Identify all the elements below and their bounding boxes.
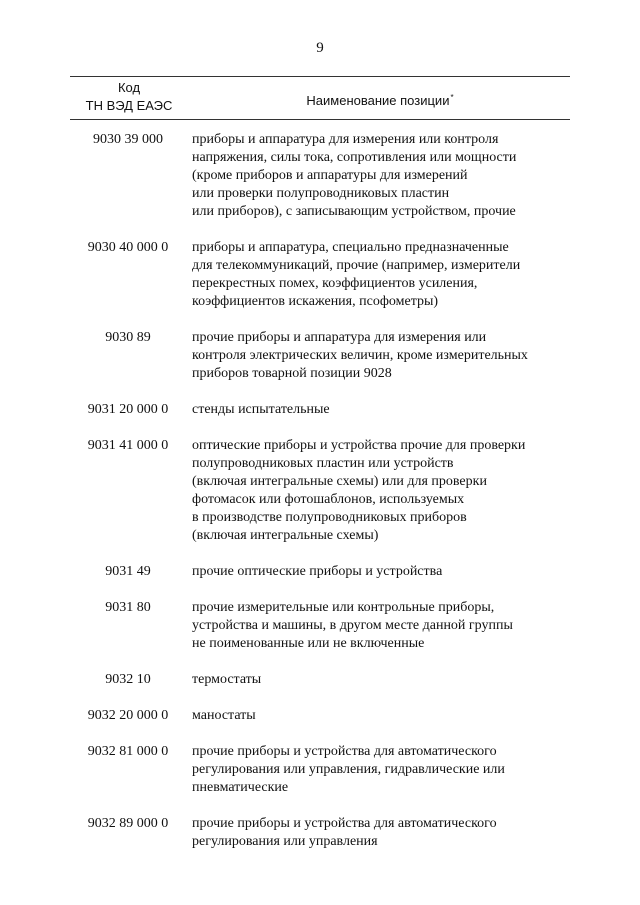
table-row [70, 743, 570, 797]
table-row [70, 707, 570, 725]
row-code: 9032 10 [105, 672, 151, 687]
row-description [188, 239, 570, 311]
table-row [70, 239, 570, 311]
row-description [188, 563, 570, 581]
header-footnote-mark: * [450, 93, 454, 102]
description-line: приборов товарной позиции 9028 [192, 366, 392, 381]
description-line: (включая интегральные схемы) [192, 528, 379, 543]
row-description [188, 743, 570, 797]
row-description [188, 329, 570, 383]
description-line: фотомасок или фотошаблонов, используемых [192, 492, 465, 507]
table-body [70, 131, 570, 869]
description-line: в производстве полупроводниковых приборов [192, 510, 467, 525]
description-line: для телекоммуникаций, прочие (например, измерители [192, 258, 521, 273]
row-description [188, 599, 570, 653]
table-row [70, 815, 570, 851]
table-header-top-rule [70, 76, 570, 77]
header-code-line1: Код [117, 80, 141, 95]
row-code: 9030 89 [105, 330, 151, 345]
header-code-line2: ТН ВЭД ЕАЭС [85, 98, 173, 113]
table-row [70, 563, 570, 581]
table-row [70, 437, 570, 545]
description-line: или проверки полупроводниковых пластин [192, 186, 450, 201]
table-header-bottom-rule [70, 119, 570, 120]
table-row [70, 671, 570, 689]
description-line: перекрестных помех, коэффициентов усиления, [192, 276, 478, 291]
description-line: коэффициентов искажения, псофометры) [192, 294, 439, 309]
description-line: оптические приборы и устройства прочие для проверки [192, 438, 526, 453]
description-line: (включая интегральные схемы) или для проверки [192, 474, 487, 489]
header-name-column [190, 89, 570, 110]
row-code: 9031 49 [105, 564, 151, 579]
header-code-column [70, 79, 188, 115]
table-row [70, 329, 570, 383]
description-line: контроля электрических величин, кроме измерительных [192, 348, 528, 363]
header-name-label: Наименование позиции [306, 93, 450, 108]
description-line: или приборов), с записывающим устройством, прочие [192, 204, 516, 219]
description-line: (кроме приборов и аппаратуры для измерений [192, 168, 468, 183]
description-line: прочие приборы и устройства для автоматического [192, 816, 497, 831]
description-line: термостаты [192, 672, 262, 687]
row-code: 9030 39 000 [93, 132, 163, 147]
row-code: 9031 80 [105, 600, 151, 615]
row-description [188, 437, 570, 545]
description-line: прочие оптические приборы и устройства [192, 564, 443, 579]
description-line: стенды испытательные [192, 402, 330, 417]
description-line: полупроводниковых пластин или устройств [192, 456, 454, 471]
row-code: 9031 20 000 0 [87, 402, 169, 417]
description-line: прочие приборы и аппаратура для измерения или [192, 330, 487, 345]
description-line: приборы и аппаратура, специально предназначенные [192, 240, 509, 255]
row-description [188, 671, 570, 689]
description-line: прочие измерительные или контрольные приборы, [192, 600, 495, 615]
description-line: пневматические [192, 780, 289, 795]
row-code: 9031 41 000 0 [87, 438, 169, 453]
description-line: приборы и аппаратура для измерения или контроля [192, 132, 499, 147]
table-row [70, 131, 570, 221]
description-line: устройства и машины, в другом месте данной группы [192, 618, 513, 633]
row-code: 9032 81 000 0 [87, 744, 169, 759]
description-line: регулирования или управления, гидравлические или [192, 762, 505, 777]
row-description [188, 707, 570, 725]
description-line: напряжения, силы тока, сопротивления или мощности [192, 150, 517, 165]
description-line: маностаты [192, 708, 256, 723]
row-description [188, 131, 570, 221]
row-code: 9032 20 000 0 [87, 708, 169, 723]
table-row [70, 401, 570, 419]
row-code: 9032 89 000 0 [87, 816, 169, 831]
row-description [188, 401, 570, 419]
row-code: 9030 40 000 0 [87, 240, 169, 255]
description-line: не поименованные или не включенные [192, 636, 425, 651]
description-line: регулирования или управления [192, 834, 378, 849]
page-number: 9 [316, 40, 324, 56]
description-line: прочие приборы и устройства для автоматического [192, 744, 497, 759]
row-description [188, 815, 570, 851]
table-row [70, 599, 570, 653]
